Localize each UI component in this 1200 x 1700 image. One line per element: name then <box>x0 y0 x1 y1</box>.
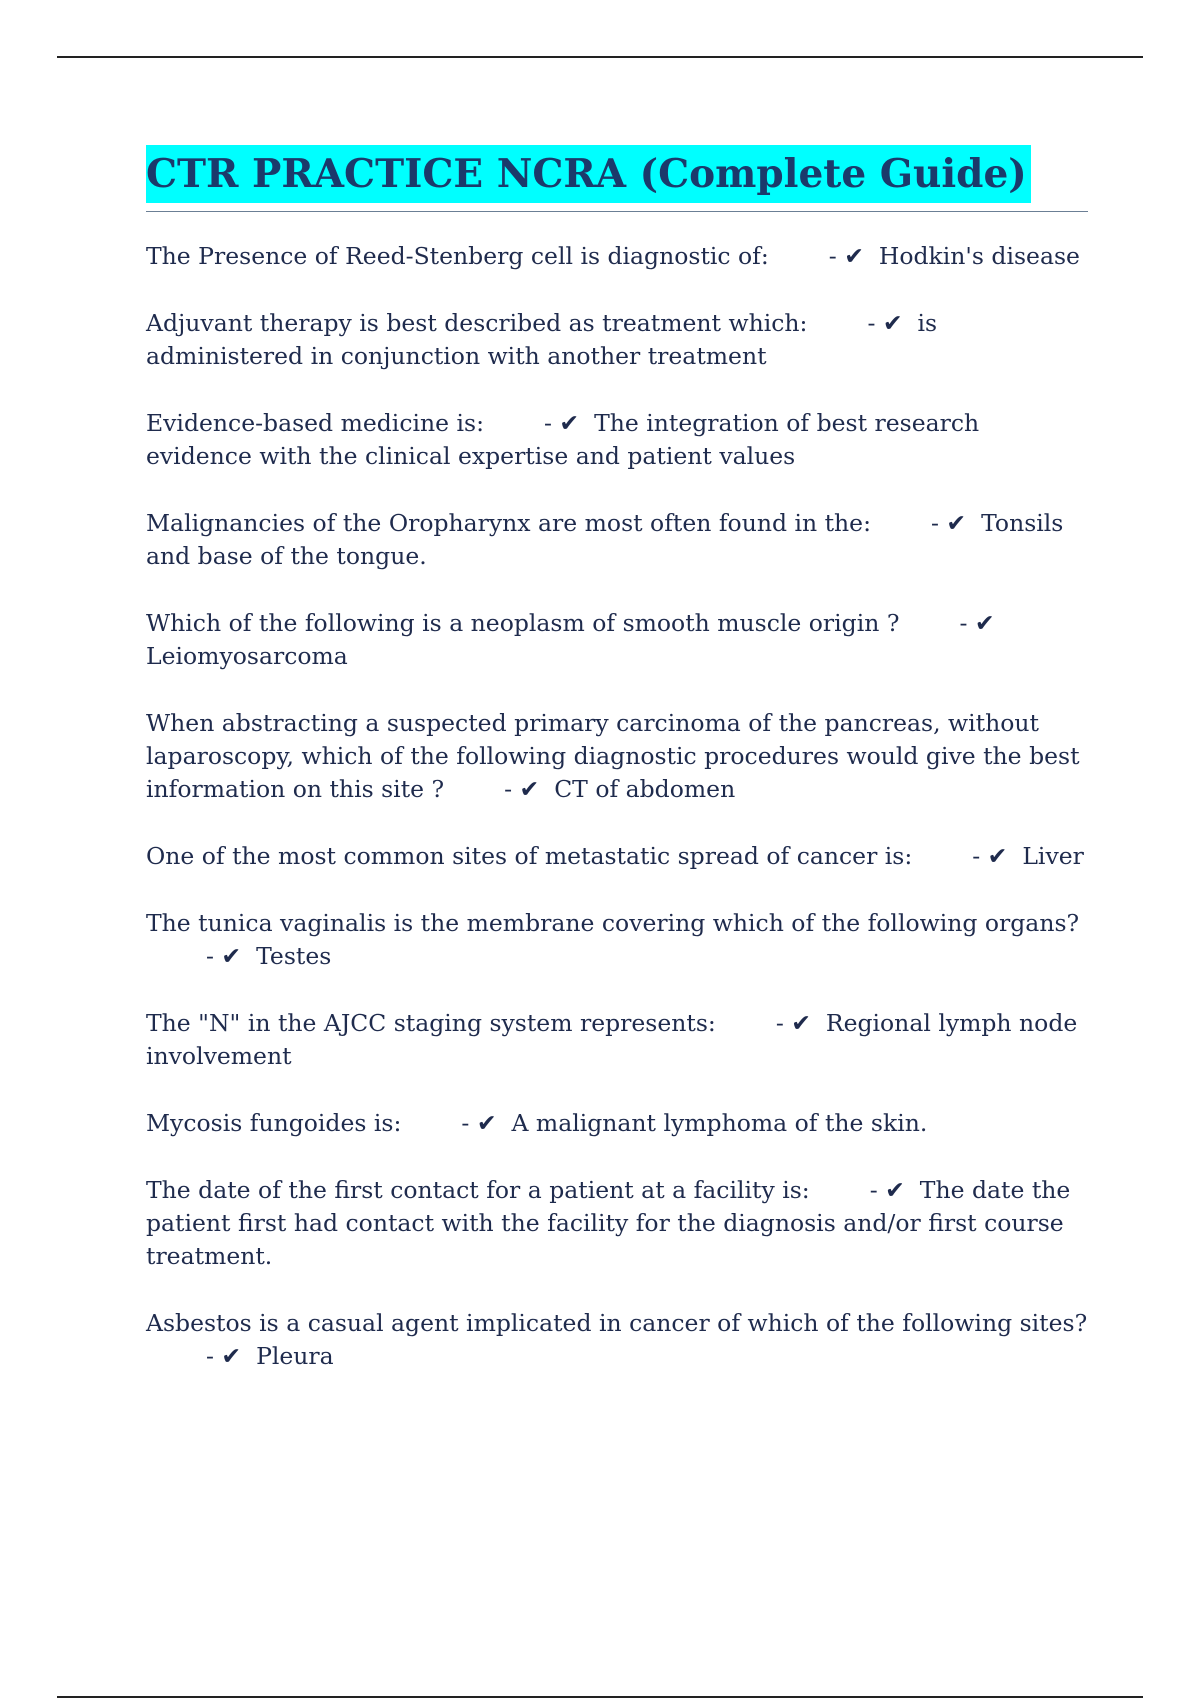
question-text: When abstracting a suspected primary carcinoma of the pancreas, without laparoscopy, which of the following diagnostic procedures would give the best information on this site ? <box>146 709 1080 803</box>
answer-text: Tonsils and base of the tongue. <box>146 509 1064 570</box>
check-marker: - ✔ <box>867 309 903 337</box>
answer-text: The integration of best research evidence with the clinical expertise and patient values <box>146 409 980 470</box>
answer-text: is administered in conjunction with another treatment <box>146 309 938 370</box>
qa-item <box>146 607 1091 673</box>
title-block <box>146 145 1088 212</box>
answer-text: Testes <box>256 942 332 970</box>
answer-text: A malignant lymphoma of the skin. <box>511 1109 928 1137</box>
answer-text: Leiomyosarcoma <box>146 642 348 670</box>
answer-text: Regional lymph node involvement <box>146 1009 1078 1070</box>
check-marker: - ✔ <box>959 609 995 637</box>
question-text: One of the most common sites of metastatic spread of cancer is: <box>146 842 913 870</box>
page-title: CTR PRACTICE NCRA (Complete Guide) <box>146 145 1031 203</box>
check-marker: - ✔ <box>828 242 864 270</box>
check-marker: - ✔ <box>206 942 242 970</box>
check-marker: - ✔ <box>504 775 540 803</box>
check-marker: - ✔ <box>544 409 580 437</box>
top-rule <box>57 56 1143 58</box>
qa-item <box>146 1307 1091 1373</box>
check-marker: - ✔ <box>461 1109 497 1137</box>
qa-item <box>146 507 1091 573</box>
check-marker: - ✔ <box>206 1342 242 1370</box>
check-marker: - ✔ <box>775 1009 811 1037</box>
question-text: Asbestos is a casual agent implicated in cancer of which of the following sites? <box>146 1309 1088 1337</box>
qa-item <box>146 840 1091 873</box>
question-text: Evidence-based medicine is: <box>146 409 485 437</box>
question-text: The tunica vaginalis is the membrane covering which of the following organs? <box>146 909 1080 937</box>
question-text: Adjuvant therapy is best described as treatment which: <box>146 309 808 337</box>
question-text: Which of the following is a neoplasm of smooth muscle origin ? <box>146 609 900 637</box>
check-marker: - ✔ <box>972 842 1008 870</box>
question-text: The "N" in the AJCC staging system represents: <box>146 1009 716 1037</box>
bottom-rule <box>57 1696 1143 1698</box>
check-marker: - ✔ <box>931 509 967 537</box>
qa-item <box>146 240 1091 273</box>
answer-text: CT of abdomen <box>554 775 736 803</box>
question-text: The Presence of Reed-Stenberg cell is diagnostic of: <box>146 242 769 270</box>
qa-item <box>146 407 1091 473</box>
qa-list <box>146 240 1091 1407</box>
answer-text: Pleura <box>256 1342 334 1370</box>
check-marker: - ✔ <box>869 1176 905 1204</box>
question-text: The date of the first contact for a patient at a facility is: <box>146 1176 810 1204</box>
answer-text: Hodkin's disease <box>878 242 1080 270</box>
answer-text: Liver <box>1022 842 1084 870</box>
answer-text: The date the patient first had contact with the facility for the diagnosis and/or first course treatment. <box>146 1176 1071 1270</box>
qa-item <box>146 1007 1091 1073</box>
qa-item <box>146 307 1091 373</box>
question-text: Malignancies of the Oropharynx are most often found in the: <box>146 509 872 537</box>
qa-item <box>146 907 1091 973</box>
qa-item <box>146 707 1091 806</box>
qa-item <box>146 1174 1091 1273</box>
qa-item <box>146 1107 1091 1140</box>
question-text: Mycosis fungoides is: <box>146 1109 402 1137</box>
